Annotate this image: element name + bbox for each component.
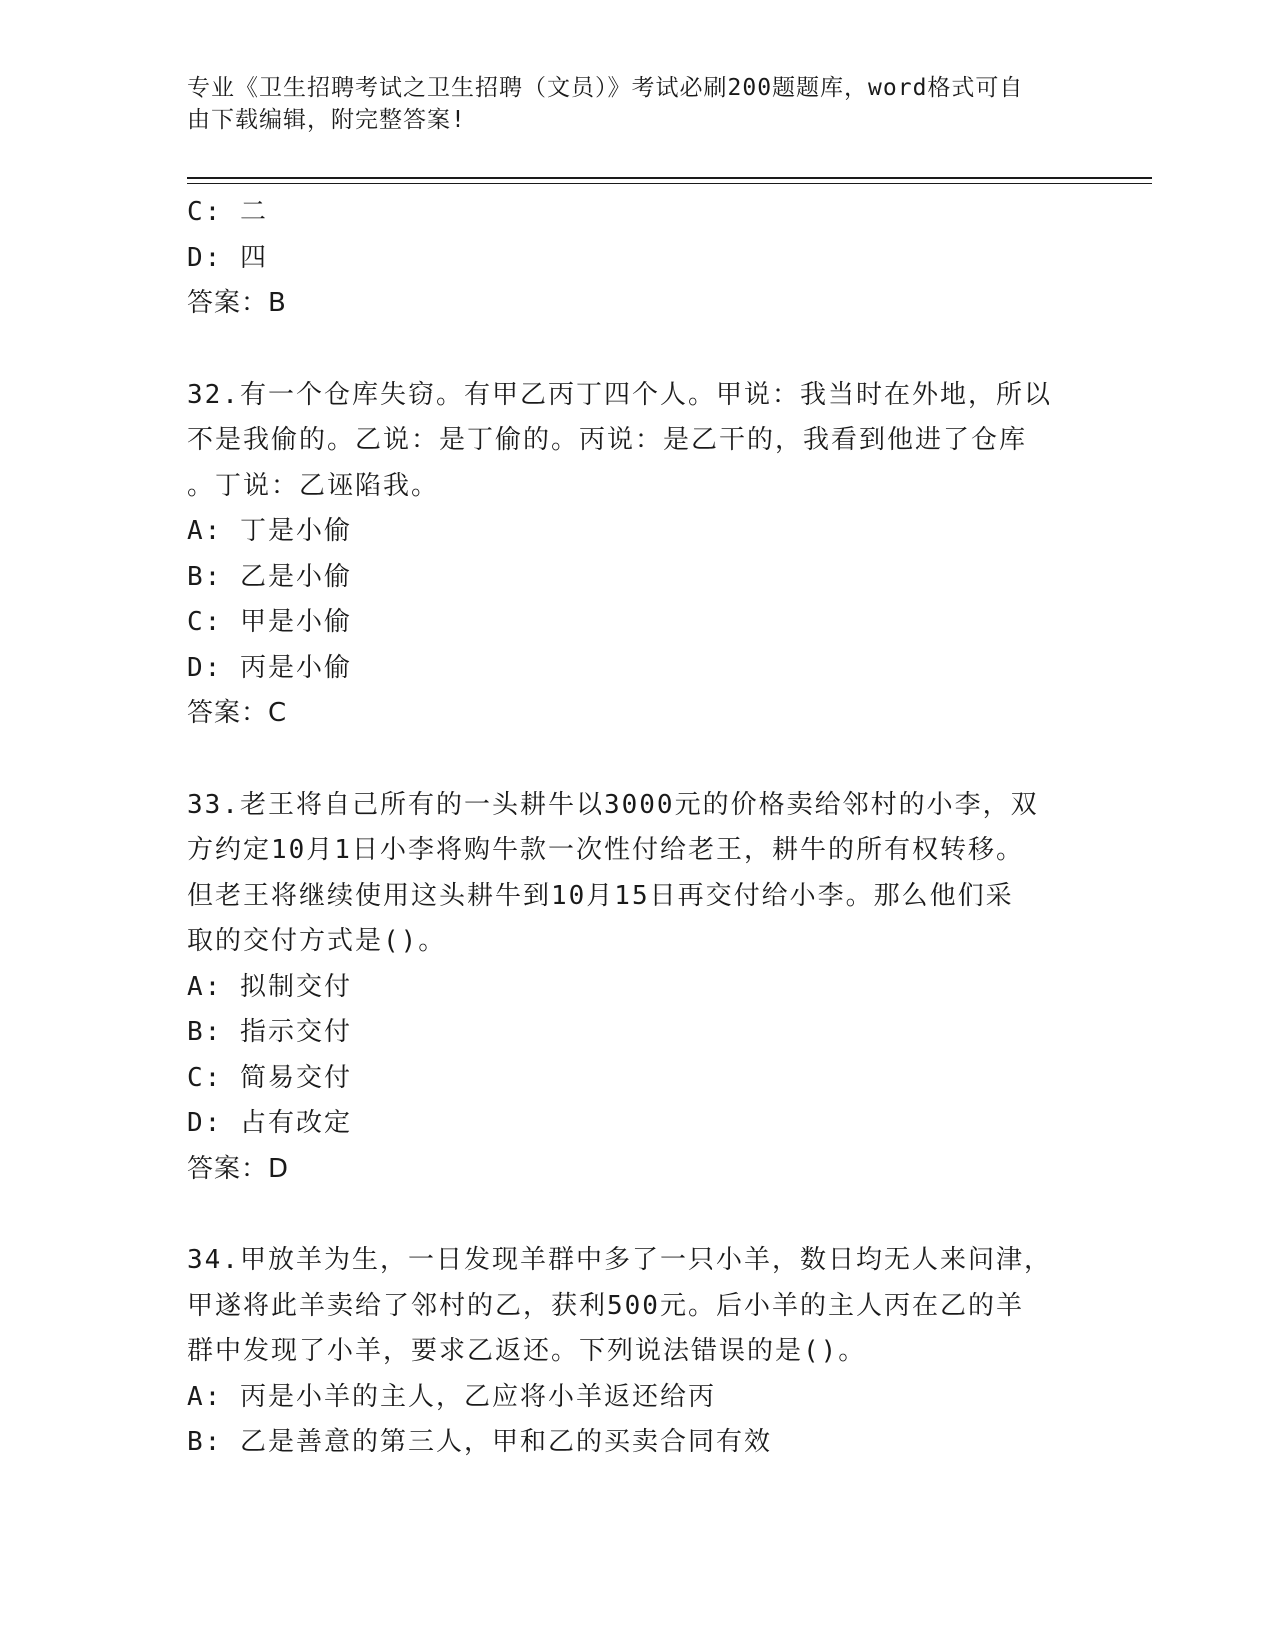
document-header bbox=[187, 72, 1067, 136]
option-a: A: 丁是小偷 bbox=[187, 516, 352, 546]
spacer bbox=[187, 737, 1067, 783]
header-line-1: 专业《卫生招聘考试之卫生招聘（文员）》考试必刷200题题库，word格式可自 bbox=[187, 75, 1024, 101]
option-c: C: 二 bbox=[187, 197, 268, 227]
question-stem-line: 方约定10月1日小李将购牛款一次性付给老王，耕牛的所有权转移。 bbox=[187, 835, 1024, 865]
option-b: B: 指示交付 bbox=[187, 1017, 352, 1047]
option-a: A: 拟制交付 bbox=[187, 971, 352, 1002]
answer: 答案：C bbox=[187, 698, 288, 728]
question-stem-line: 34.甲放羊为生，一日发现羊群中多了一只小羊，数日均无人来问津， bbox=[187, 1245, 1052, 1275]
option-d: D: 四 bbox=[187, 242, 268, 273]
spacer bbox=[187, 1192, 1067, 1238]
option-a: A: 丙是小羊的主人，乙应将小羊返还给丙 bbox=[187, 1381, 716, 1412]
header-divider-thick bbox=[187, 177, 1152, 179]
question-34 bbox=[187, 1238, 1067, 1466]
option-c: C: 简易交付 bbox=[187, 1062, 352, 1093]
option-d: D: 占有改定 bbox=[187, 1108, 352, 1138]
prev-question-tail bbox=[187, 190, 1067, 327]
question-33 bbox=[187, 783, 1067, 1193]
question-stem-line: 但老王将继续使用这头耕牛到10月15日再交付给小李。那么他们采 bbox=[187, 880, 1014, 911]
question-stem-line: 群中发现了小羊，要求乙返还。下列说法错误的是()。 bbox=[187, 1336, 867, 1366]
question-stem-line: 不是我偷的。乙说：是丁偷的。丙说：是乙干的，我看到他进了仓库 bbox=[187, 425, 1028, 455]
answer: 答案：D bbox=[187, 1153, 290, 1184]
option-b: B: 乙是善意的第三人，甲和乙的买卖合同有效 bbox=[187, 1427, 772, 1457]
question-stem-line: 甲遂将此羊卖给了邻村的乙，获利500元。后小羊的主人丙在乙的羊 bbox=[187, 1290, 1024, 1321]
option-b: B: 乙是小偷 bbox=[187, 561, 352, 592]
header-divider-thin bbox=[187, 183, 1152, 184]
header-line-2: 由下载编辑，附完整答案! bbox=[187, 107, 466, 133]
question-stem-line: 。丁说：乙诬陷我。 bbox=[187, 470, 440, 501]
question-stem-line: 33.老王将自己所有的一头耕牛以3000元的价格卖给邻村的小李，双 bbox=[187, 789, 1039, 820]
option-c: C: 甲是小偷 bbox=[187, 607, 352, 637]
question-32 bbox=[187, 373, 1067, 737]
question-list bbox=[187, 190, 1067, 1466]
option-d: D: 丙是小偷 bbox=[187, 652, 352, 683]
answer: 答案：B bbox=[187, 288, 287, 318]
question-stem-line: 取的交付方式是()。 bbox=[187, 926, 447, 956]
question-stem-line: 32.有一个仓库失窃。有甲乙丙丁四个人。甲说：我当时在外地，所以 bbox=[187, 379, 1052, 410]
spacer bbox=[187, 327, 1067, 373]
